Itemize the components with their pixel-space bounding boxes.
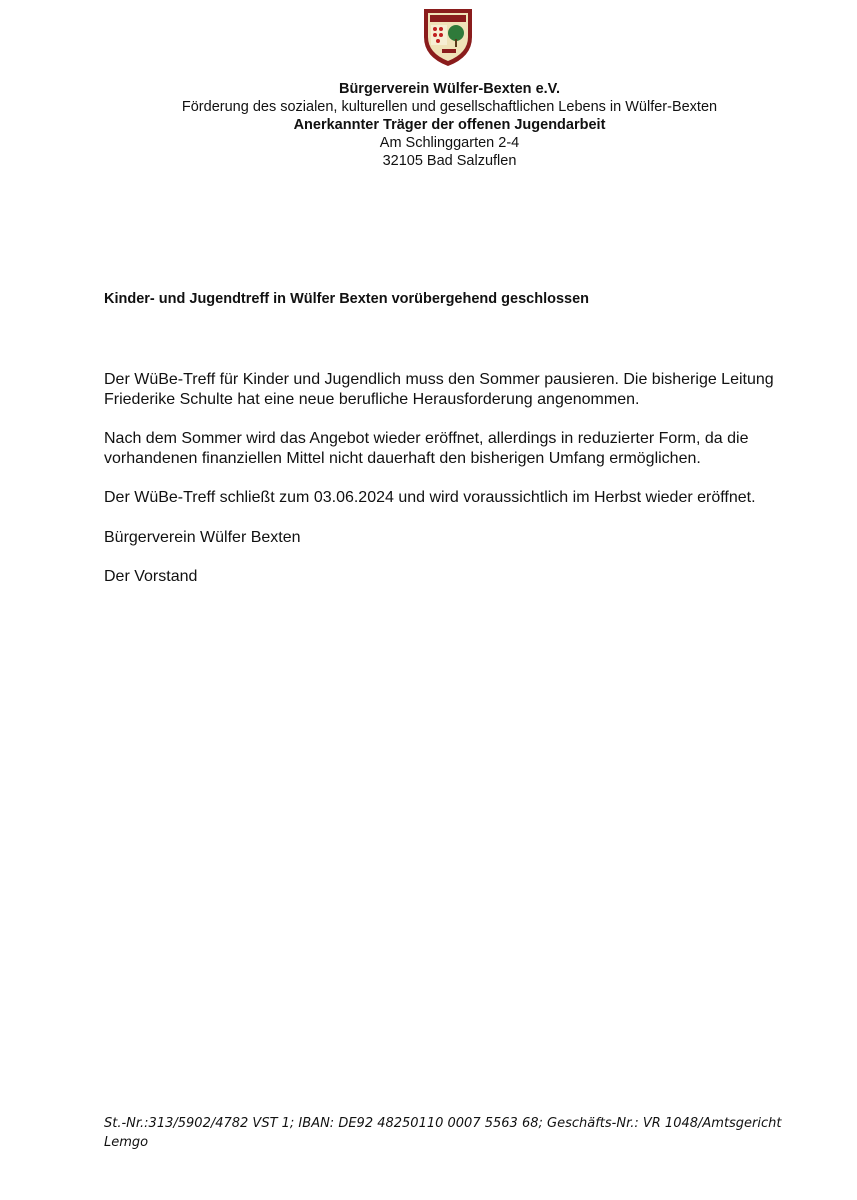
legal-footer: St.-Nr.:313/5902/4782 VST 1; IBAN: DE92 48250110 0007 5563 68; Geschäfts-Nr.: VR 1048/Amtsgericht Lemgo xyxy=(104,1116,782,1150)
address-city: 32105 Bad Salzuflen xyxy=(382,153,517,169)
address-street: Am Schlinggarten 2-4 xyxy=(379,135,520,151)
signature-board: Der Vorstand xyxy=(104,568,198,585)
document-body xyxy=(104,370,804,607)
paragraph-dates: Der WüBe-Treff schließt zum 03.06.2024 und wird voraussichtlich im Herbst wieder eröffnet. xyxy=(104,489,756,506)
coat-of-arms-icon xyxy=(418,3,478,69)
organization-mission: Förderung des sozialen, kulturellen und gesellschaftlichen Lebens in Wülfer-Bexten xyxy=(181,99,718,115)
signature-organization: Bürgerverein Wülfer Bexten xyxy=(104,528,301,546)
organization-name: Bürgerverein Wülfer-Bexten e.V. xyxy=(338,81,561,97)
paragraph-reopening: Nach dem Sommer wird das Angebot wieder eröffnet, allerdings in reduzierter Form, da die vorhandenen finanziellen Mittel nicht dauerhaft den bisherigen Umfang ermöglichen. xyxy=(104,430,749,467)
letterhead xyxy=(0,80,857,170)
club-logo xyxy=(418,3,478,69)
organization-recognition: Anerkannter Träger der offenen Jugendarbeit xyxy=(293,117,606,133)
paragraph-closure-reason: Der WüBe-Treff für Kinder und Jugendlich muss den Sommer pausieren. Die bisherige Leitung Friederike Schulte hat eine neue berufliche Herausforderung angenommen. xyxy=(104,371,774,408)
document-title: Kinder- und Jugendtreff in Wülfer Bexten vorübergehend geschlossen xyxy=(104,291,589,307)
